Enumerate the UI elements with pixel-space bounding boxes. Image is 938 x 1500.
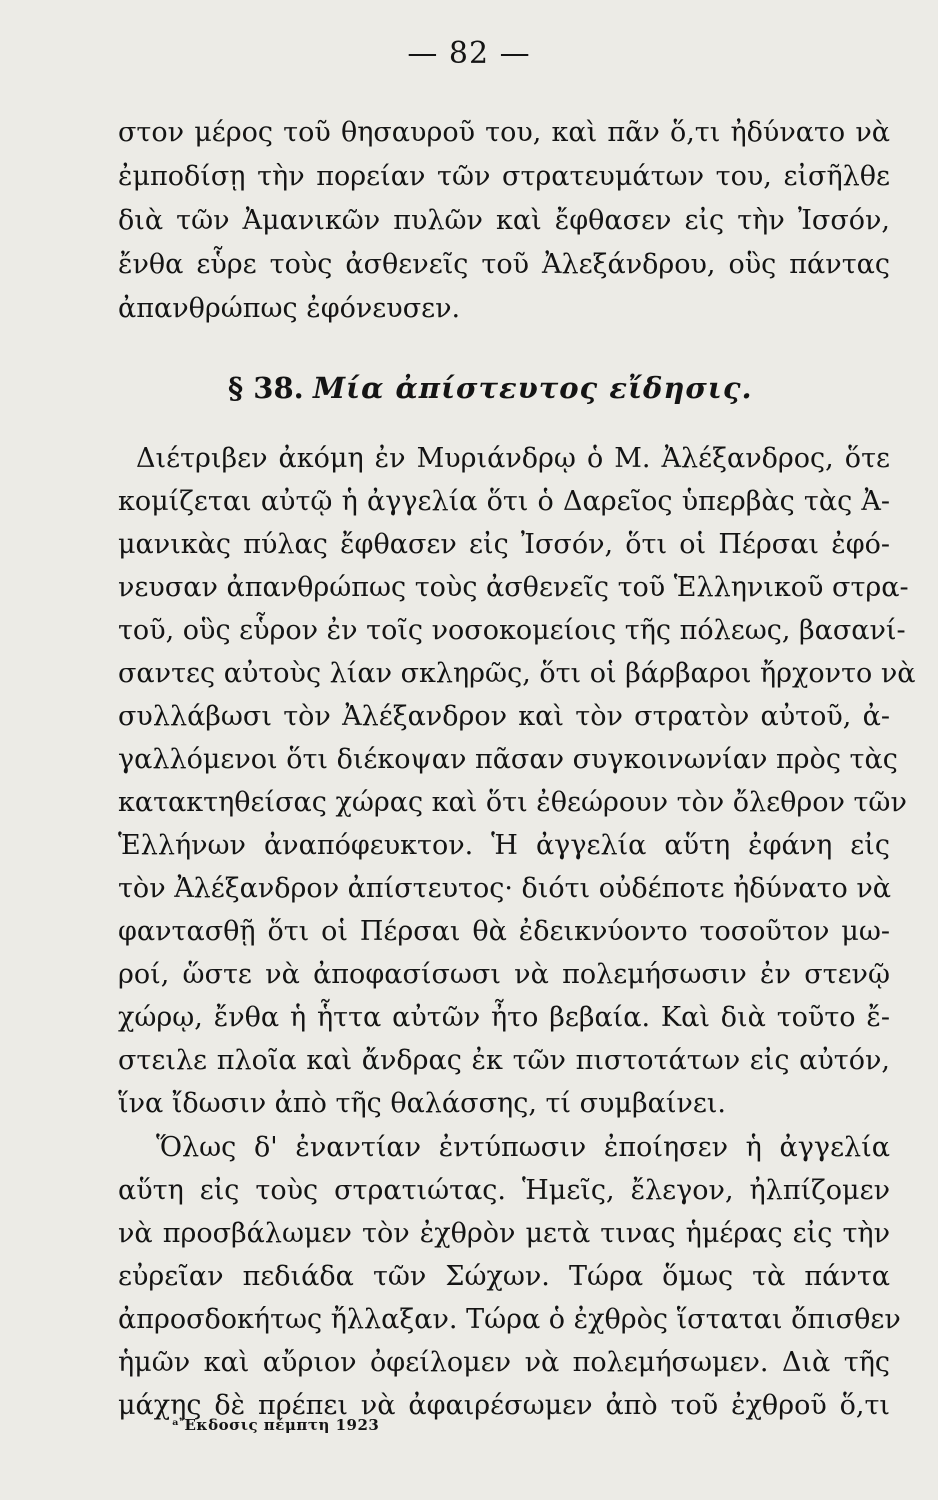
- paragraph-line: ἵνα ἴδωσιν ἀπὸ τῆς θαλάσσης, τί συμβαίνει.: [118, 1088, 726, 1119]
- paragraph-line: Ἑλλήνων ἀναπόφευκτον. Ἡ ἀγγελία αὕτη ἐφάνη εἰς: [118, 830, 890, 861]
- paragraph-line: νὰ προσβάλωμεν τὸν ἐχθρὸν μετὰ τινας ἡμέρας εἰς τὴν: [118, 1218, 890, 1249]
- paragraph-line: κομίζεται αὐτῷ ἡ ἀγγελία ὅτι ὁ Δαρεῖος ὑπερβὰς τὰς Ἀ-: [118, 486, 890, 517]
- text-line: στον μέρος τοῦ θησαυροῦ του, καὶ πᾶν ὅ,τι ἠδύνατο νὰ: [118, 117, 890, 148]
- text-line: ἔνθα εὗρε τοὺς ἀσθενεῖς τοῦ Ἀλεξάνδρου, οὓς πάντας: [118, 249, 890, 280]
- text-line: ἀπανθρώπως ἐφόνευσεν.: [118, 293, 461, 324]
- section-heading: [228, 366, 753, 410]
- paragraph-line: νευσαν ἀπανθρώπως τοὺς ἀσθενεῖς τοῦ Ἑλληνικοῦ στρα-: [118, 572, 909, 603]
- paragraph-line: Διέτριβεν ἀκόμη ἐν Μυριάνδρῳ ὁ Μ. Ἀλέξανδρος, ὅτε: [136, 443, 890, 474]
- section-number: § 38.: [228, 371, 304, 405]
- paragraph-line: εὐρεῖαν πεδιάδα τῶν Σώχων. Τώρα ὅμως τὰ πάντα: [118, 1261, 890, 1292]
- paragraph-line: σαντες αὐτοὺς λίαν σκληρῶς, ὅτι οἱ βάρβαροι ἤρχοντο νὰ: [118, 658, 916, 689]
- paragraph-line: χώρῳ, ἔνθα ἡ ἧττα αὐτῶν ἦτο βεβαία. Καὶ διὰ τοῦτο ἔ-: [118, 1002, 890, 1033]
- paragraph-line: Ὅλως δ' ἐναντίαν ἐντύπωσιν ἐποίησεν ἡ ἀγγελία: [156, 1132, 890, 1163]
- section-title: Μία ἀπίστευτος εἴδησις.: [312, 371, 753, 405]
- paragraph-line: συλλάβωσι τὸν Ἀλέξανδρον καὶ τὸν στρατὸν αὐτοῦ, ἀ-: [118, 701, 890, 732]
- page-number: — 82 —: [407, 36, 531, 71]
- paragraph-line: στειλε πλοῖα καὶ ἄνδρας ἐκ τῶν πιστοτάτων εἰς αὐτόν,: [118, 1045, 890, 1076]
- text-line: ἐμποδίσῃ τὴν πορείαν τῶν στρατευμάτων του, εἰσῆλθε: [118, 161, 890, 192]
- paragraph-line: κατακτηθείσας χώρας καὶ ὅτι ἐθεώρουν τὸν ὄλεθρον τῶν: [118, 787, 907, 818]
- paragraph-line: μανικὰς πύλας ἔφθασεν εἰς Ἰσσόν, ὅτι οἱ Πέρσαι ἐφό-: [118, 529, 890, 560]
- paragraph-line: γαλλόμενοι ὅτι διέκοψαν πᾶσαν συγκοινωνίαν πρὸς τὰς: [118, 744, 898, 775]
- paragraph-line: τοῦ, οὓς εὗρον ἐν τοῖς νοσοκομείοις τῆς πόλεως, βασανί-: [118, 615, 906, 646]
- edition-note: ᵃἜκδοσις πέμπτη 1923: [172, 1416, 380, 1434]
- paragraph-line: αὕτη εἰς τοὺς στρατιώτας. Ἡμεῖς, ἔλεγον, ἠλπίζομεν: [118, 1175, 890, 1206]
- paragraph-line: ροί, ὥστε νὰ ἀποφασίσωσι νὰ πολεμήσωσιν ἐν στενῷ: [118, 959, 890, 990]
- paragraph-line: μάχης δὲ πρέπει νὰ ἀφαιρέσωμεν ἀπὸ τοῦ ἐχθροῦ ὅ,τι: [118, 1390, 890, 1421]
- paragraph-line: φαντασθῇ ὅτι οἱ Πέρσαι θὰ ἐδεικνύοντο τοσοῦτον μω-: [118, 916, 890, 947]
- paragraph-line: ἀπροσδοκήτως ἤλλαξαν. Τώρα ὁ ἐχθρὸς ἵσταται ὄπισθεν: [118, 1304, 901, 1335]
- paragraph-line: τὸν Ἀλέξανδρον ἀπίστευτος· διότι οὐδέποτε ἠδύνατο νὰ: [118, 873, 892, 904]
- text-line: διὰ τῶν Ἀμανικῶν πυλῶν καὶ ἔφθασεν εἰς τὴν Ἰσσόν,: [118, 205, 890, 236]
- paragraph-line: ἡμῶν καὶ αὔριον ὀφείλομεν νὰ πολεμήσωμεν. Διὰ τῆς: [118, 1347, 890, 1378]
